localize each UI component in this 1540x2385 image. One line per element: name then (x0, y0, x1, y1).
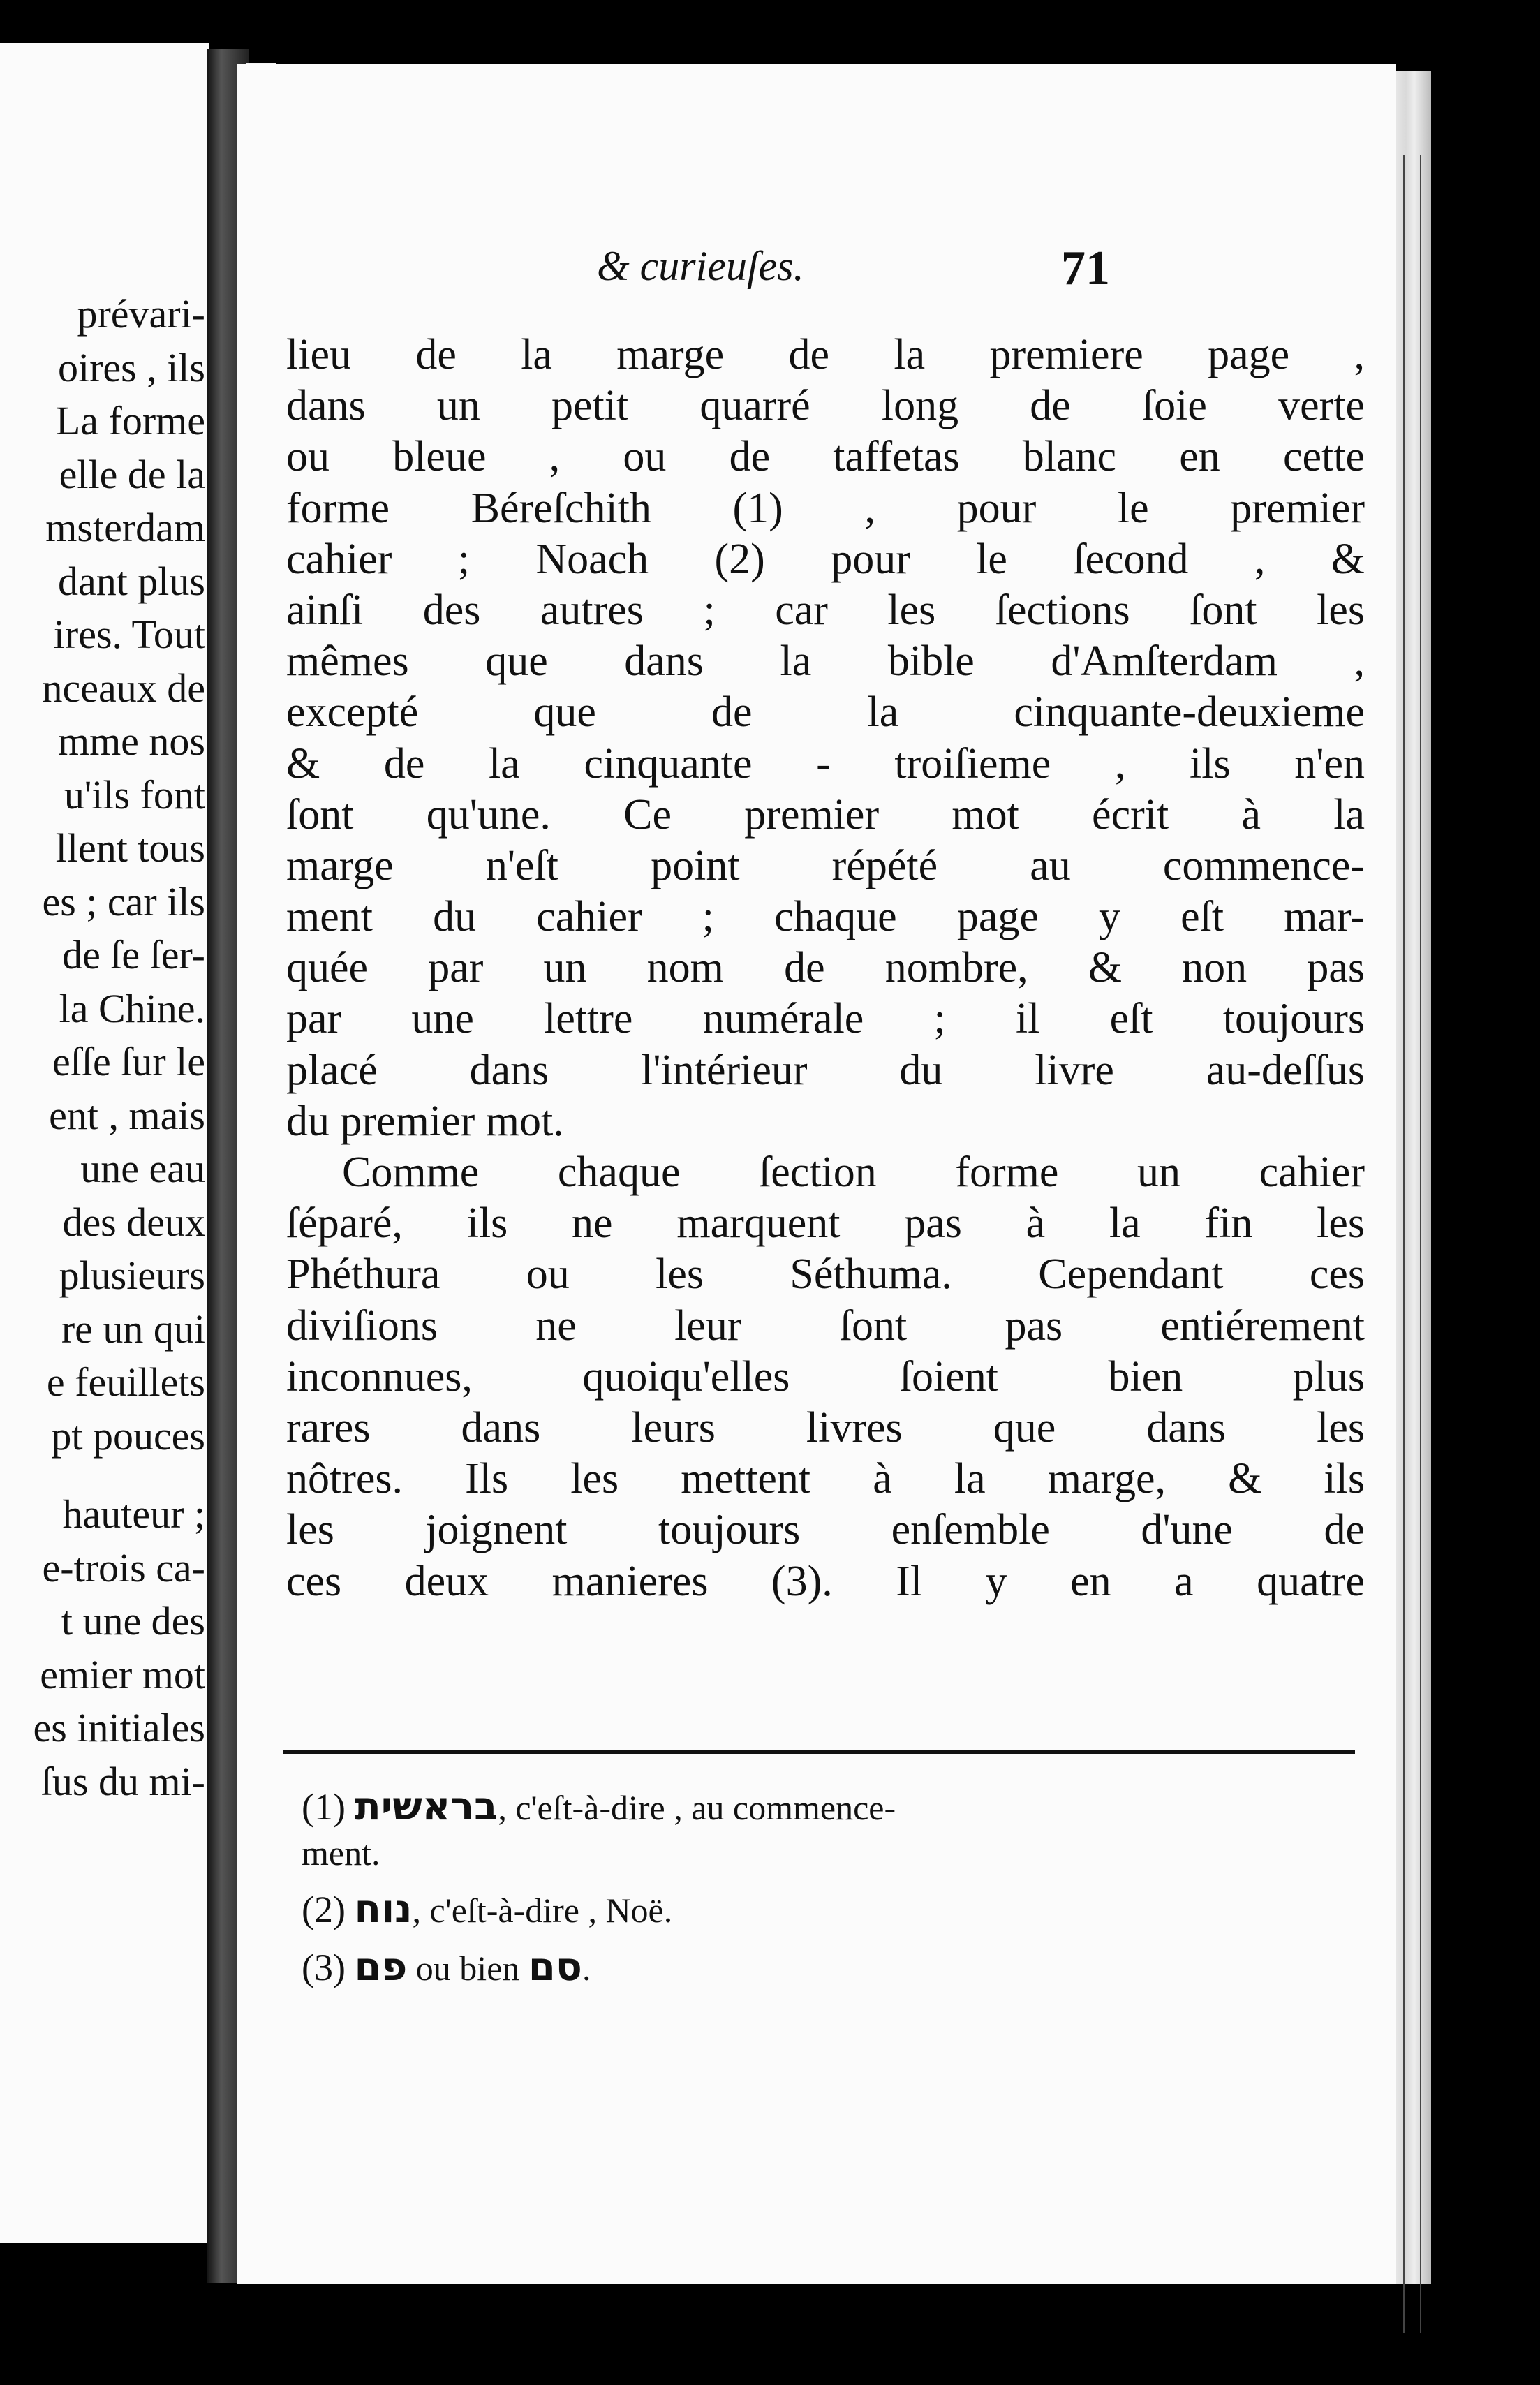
text-line: ent , mais (49, 1092, 205, 1138)
text-line: prévari- (77, 291, 205, 337)
text-line: du premier mot. (286, 1097, 564, 1145)
text-line: marge n'eſt point répété au commence- (286, 841, 1365, 889)
previous-page (0, 43, 209, 2243)
footnote-text: , c'eſt-à-dire , au commence- (498, 1788, 896, 1827)
footnote-marker: (3) (302, 1947, 346, 1988)
text-line: forme Béreſchith (1) , pour le premier (286, 484, 1365, 532)
text-line: & de la cinquante - troiſieme , ils n'en (286, 739, 1365, 788)
footnote-text: ou bien (407, 1949, 528, 1988)
text-line: e-trois ca- (42, 1544, 205, 1590)
text-line: ainſi des autres ; car les ſections ſont les (286, 586, 1365, 634)
hebrew-word: סם (528, 1944, 582, 1990)
hebrew-word: בראשית (354, 1784, 498, 1829)
text-line: ou bleue , ou de taffetas blanc en cette (286, 433, 1365, 481)
footnote-text: , c'eſt-à-dire , Noë. (412, 1891, 673, 1930)
text-line: oires , ils (57, 344, 205, 390)
text-line: Phéthura ou les Séthuma. Cependant ces (286, 1250, 1365, 1299)
hebrew-word: נוח (354, 1886, 413, 1932)
text-line: Comme chaque ſection forme un cahier (342, 1149, 1365, 1196)
text-line: e feuillets (46, 1359, 205, 1405)
body-text (286, 330, 1365, 1607)
text-line: de ſe ſer- (62, 932, 205, 977)
text-line: nôtres. Ils les mettent à la marge, & ils (286, 1455, 1365, 1503)
text-line: pt pouces (51, 1412, 205, 1459)
text-line: ſéparé, ils ne marquent pas à la fin les (286, 1199, 1365, 1248)
text-line: ſont qu'une. Ce premier mot écrit à la (286, 790, 1365, 839)
text-line: placé dans l'intérieur du livre au-deſſus (286, 1046, 1365, 1094)
text-line: rares dans leurs livres que dans les (286, 1403, 1365, 1452)
hebrew-word: פם (354, 1944, 408, 1990)
text-line: hauteur ; (62, 1491, 205, 1537)
text-line: dans un petit quarré long de ſoie verte (286, 382, 1365, 430)
text-line: plusieurs (59, 1253, 205, 1298)
text-line: ces deux manieres (3). Il y en a quatre (286, 1557, 1365, 1605)
text-line: eſſe ſur le (52, 1039, 205, 1084)
footnote-rule (283, 1750, 1355, 1754)
text-line: La forme (55, 398, 205, 443)
text-line: ſus du mi- (40, 1758, 205, 1804)
text-line: es ; car ils (42, 878, 205, 924)
text-line: emier mot (40, 1651, 205, 1697)
text-line: re un qui (61, 1306, 205, 1352)
footnote-marker: (2) (302, 1889, 346, 1930)
text-line: excepté que de la cinquante-deuxieme (286, 688, 1365, 737)
text-line: elle de la (59, 451, 205, 497)
previous-page-text (0, 288, 205, 1804)
footnote-2 (302, 1888, 1356, 1932)
text-line: une eau (80, 1146, 205, 1191)
text-line: t une des (61, 1598, 205, 1644)
text-line: mêmes que dans la bible d'Amſterdam , (286, 637, 1365, 686)
text-line: les joignent toujours enſemble d'une de (286, 1506, 1365, 1554)
text-line: diviſions ne leur ſont pas entiérement (286, 1301, 1365, 1350)
text-line: lieu de la marge de la premiere page , (286, 331, 1365, 378)
page-number: 71 (1061, 242, 1110, 295)
text-line: u'ils font (64, 771, 205, 818)
text-line: ires. Tout (53, 612, 205, 657)
running-head (237, 242, 1396, 312)
footnote-1 (302, 1785, 1356, 1829)
running-head-title: & curieuſes. (597, 243, 804, 289)
text-line: cahier ; Noach (2) pour le ſecond , & (286, 535, 1365, 583)
text-line: es initiales (33, 1705, 205, 1750)
footnote-marker: (1) (302, 1786, 346, 1828)
text-line: msterdam (45, 505, 205, 550)
text-line: des deux (62, 1199, 205, 1245)
text-line: ment du cahier ; chaque page y eſt mar- (286, 893, 1365, 941)
page-edge-line (1403, 155, 1405, 2333)
text-line: nceaux de (42, 665, 205, 711)
footnote-end: . (582, 1949, 591, 1988)
text-line: mme nos (57, 718, 205, 764)
current-page (237, 64, 1396, 2284)
text-line: la Chine. (59, 985, 205, 1031)
text-line: par une lettre numérale ; il eſt toujours (286, 995, 1365, 1043)
footnotes (302, 1785, 1356, 2004)
footnote-1-continuation: ment. (302, 1833, 380, 1873)
text-line: dant plus (57, 558, 205, 604)
text-line: llent tous (55, 825, 205, 871)
footnote-3 (302, 1946, 1356, 1990)
page-edge-line (1420, 155, 1421, 2333)
text-line: inconnues, quoiqu'elles ſoient bien plus (286, 1352, 1365, 1401)
text-line: quée par un nom de nombre, & non pas (286, 944, 1365, 992)
